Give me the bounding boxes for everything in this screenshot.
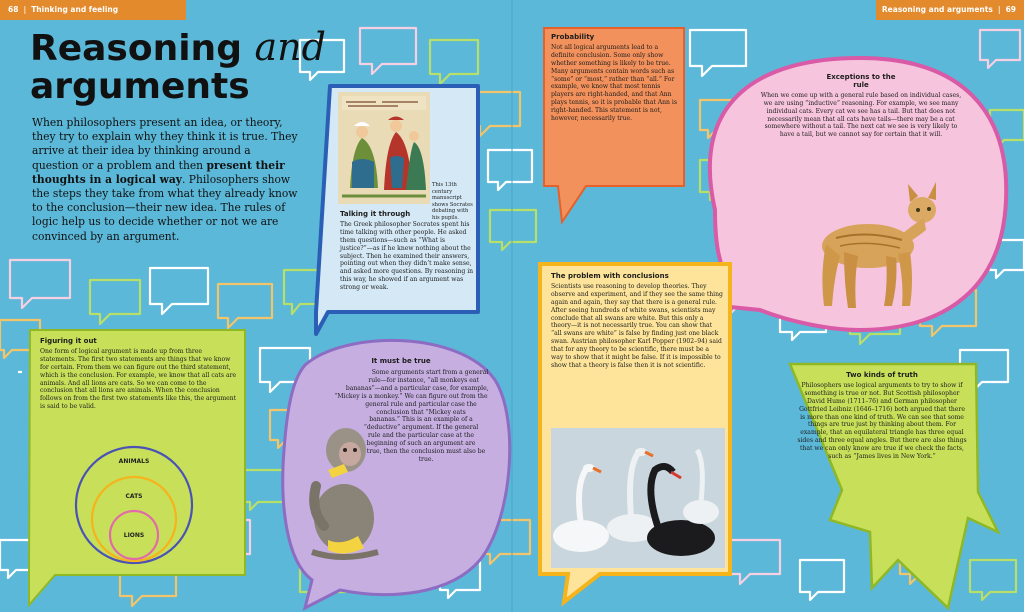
it-must-be-true-box — [330, 358, 472, 368]
venn-lions-label: LIONS — [123, 532, 145, 539]
figuring-body: One form of logical argument is made up from three statements. The first two statements are things that we know for certain. From them we can figure out the third statement, which is the conclusion. For example, we know that all cats are animals. And all lions are cats. So we can come to the conclusion that all lions are animals. When the conclusion follows on from the first two statements like this, the argument is said to be valid. — [40, 347, 237, 411]
problem-heading: The problem with conclusions — [551, 272, 669, 280]
figuring-heading: Figuring it out — [40, 337, 97, 345]
right-section-title: Reasoning and arguments — [881, 5, 993, 14]
problem-with-conclusions-box — [551, 273, 723, 370]
talking-heading: Talking it through — [340, 210, 411, 218]
mustbe-heading: It must be true — [371, 357, 431, 365]
right-page-number: 69 — [1005, 5, 1016, 14]
intro-paragraph: When philosophers present an idea, or theory, they try to explain why they think it is true. They arrive at their idea by thinking around a question or a problem and then present their thoughts in a logical way. Philosophers show the steps they take from what they already know to the conclusion—their new idea. The rules of logic help us to decide whether or not we are convinced by an argument. — [32, 116, 298, 243]
mustbe-body: Some arguments start from a general rule—for instance, “all monkeys eat bananas”—and a particular case, for example, “Mickey is a monkey.” We can figure out from the general rule and particular case the conclusion that “Mickey eats bananas.” This is an example of a “deductive” argument. If the general rule and the particular case at the beginning of such an argument are true, then the conclusion must also be true. — [334, 369, 489, 463]
probability-box — [551, 34, 679, 123]
talking-it-through-box — [340, 211, 474, 292]
talking-body: The Greek philosopher Socrates spent his time talking with other people. He asked them questions—such as “What is justice?”—as if he knew nothing about the subject. Then he examined their answers, pointing out when they didn’t make sense, and asked more questions. By reasoning in this way, he showed if an argument was strong or weak. — [340, 220, 474, 292]
probability-heading: Probability — [551, 33, 595, 41]
exceptions-body: When we come up with a general rule based on individual cases, we are using “inductive” reasoning. For example, we see many individual cats. Every cat we see has a tail. But that does not necessarily mean that all cats have tails—there may be a cat somewhere without a tail. The next cat we see is very likely to have a tail, but we cannot say for certain that it will. — [760, 91, 962, 139]
exceptions-box — [760, 74, 962, 139]
figuring-it-out-box — [40, 338, 238, 411]
left-section-title: Thinking and feeling — [31, 5, 119, 14]
problem-body: Scientists use reasoning to develop theories. They observe and experiment, and if they see the same thing again and again, they say that there is a general rule. After seeing hundreds of white swans, scientists may conclude that all swans are white. But this only a theory—it is not necessarily true. You can show that “all swans are white” is false by finding just one black swan. Austrian philosopher Karl Popper (1902–94) said that for any theory to be scientific, there must be a way to show that it might be false. If it is impossible to show that a theory is false then it is not scientific. — [551, 282, 723, 369]
monkey-image — [300, 420, 390, 565]
venn-cats-label: CATS — [125, 493, 143, 500]
twokinds-body: Philosophers use logical arguments to try to show if something is true or not. But Scottish philosopher David Hume (1711–76) and German philosopher Gottfried Leibniz (1646–1716) both argued that there is more than one kind of truth. We can see that some things are true just by thinking about them. For example, that an equilateral triangle has three equal sides and three equal angles. But there are also things that we can only know are true if we check the facts, such as “James lives in New York.” — [797, 381, 967, 461]
left-page-number: 68 — [8, 5, 19, 14]
exceptions-heading: Exceptions to the rule — [826, 73, 896, 89]
left-running-header: 68 | Thinking and feeling — [0, 0, 186, 20]
cat-image — [790, 164, 940, 314]
probability-body: Not all logical arguments lead to a definite conclusion. Some only show whether something is likely to be true. Many arguments contain words such as “some” or “most,” rather than “all.” For example, we know that most tennis players are right-handed, and that Ann plays tennis, so it is probable that Ann is right-handed. This statement is not, however, necessarily true. — [551, 43, 677, 123]
socrates-manuscript-image — [338, 92, 430, 204]
manuscript-caption: This 13th century manuscript shows Socrates debating with his pupils. — [432, 182, 473, 221]
two-kinds-of-truth-box — [796, 372, 968, 461]
right-running-header: Reasoning and arguments | 69 — [876, 0, 1024, 20]
venn-middle-circle — [92, 477, 176, 561]
page-title: Reasoning and arguments — [30, 25, 326, 107]
intro-bold: present their thoughts in a logical way — [32, 158, 285, 186]
venn-animals-label: ANIMALS — [118, 458, 150, 465]
twokinds-heading: Two kinds of truth — [846, 371, 918, 379]
venn-diagram — [72, 443, 196, 567]
swans-image — [551, 428, 725, 568]
